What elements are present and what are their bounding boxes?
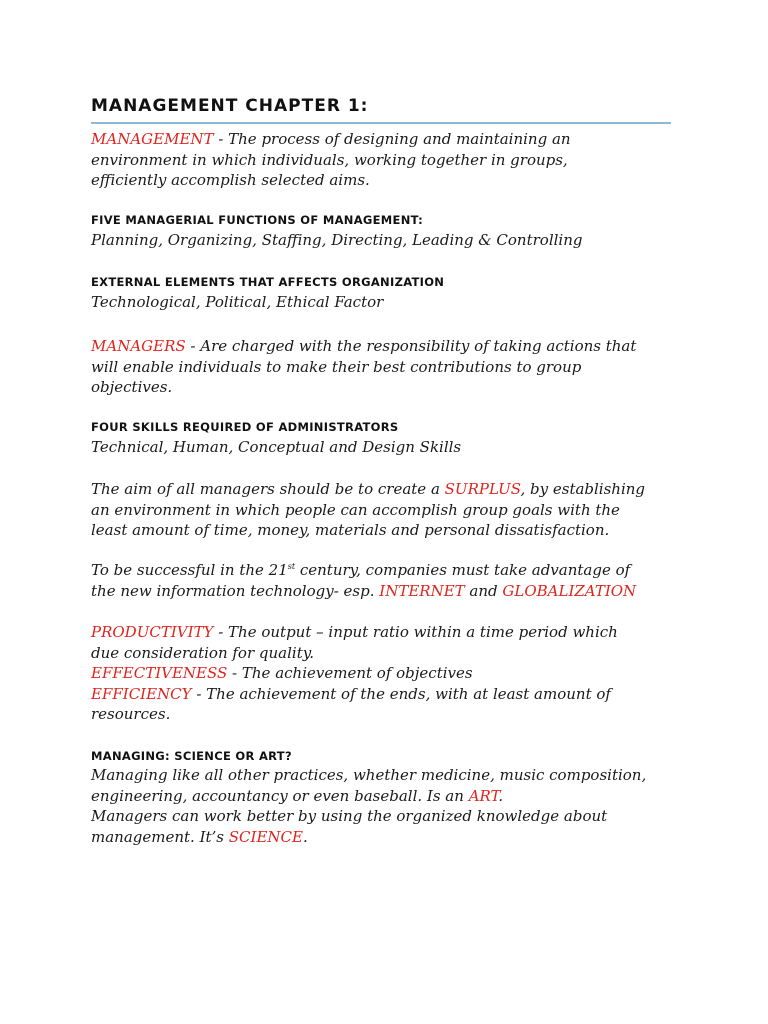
section-heading-science-art: MANAGING: SCIENCE OR ART?: [91, 749, 292, 763]
paragraph-text: .: [302, 827, 308, 846]
term-surplus: SURPLUS: [444, 480, 521, 498]
definition-text: efficiently accomplish selected aims.: [91, 171, 370, 189]
definition-text: - The achievement of the ends, with at least amount of: [191, 684, 611, 703]
definition-text: - Are charged with the responsibility of taking actions that: [185, 337, 637, 355]
term-globalization: GLOBALIZATION: [502, 581, 637, 600]
definition-text: objectives.: [91, 378, 173, 396]
page-title: MANAGEMENT CHAPTER 1:: [91, 96, 369, 116]
definition-text: - The achievement of objectives: [227, 664, 473, 682]
term-management: MANAGEMENT: [91, 130, 214, 148]
paragraph-text: To be successful in the 21: [91, 561, 288, 579]
paragraph-text: management. It’s: [91, 827, 229, 846]
definition-text: resources.: [91, 705, 171, 723]
title-underline: [91, 122, 671, 124]
functions-text: Planning, Organizing, Staffing, Directing, Leading & Controlling: [91, 231, 583, 249]
paragraph-text: .: [498, 786, 504, 805]
functions-list: [91, 230, 691, 251]
ordinal-suffix: st: [287, 562, 296, 571]
surplus-paragraph: [91, 479, 691, 541]
definitions-group: [91, 622, 691, 725]
century-paragraph: [91, 560, 691, 601]
management-definition: [91, 129, 691, 191]
term-managers: MANAGERS: [91, 337, 186, 355]
managers-definition: [91, 336, 691, 398]
paragraph-text: least amount of time, money, materials and personal dissatisfaction.: [91, 521, 610, 539]
section-heading-functions: FIVE MANAGERIAL FUNCTIONS OF MANAGEMENT:: [91, 213, 424, 227]
term-art: ART: [468, 786, 499, 805]
term-internet: INTERNET: [379, 581, 465, 600]
paragraph-text: engineering, accountancy or even baseball. Is an: [91, 786, 469, 805]
definition-text: - The output – input ratio within a time period which: [213, 623, 618, 641]
section-heading-external: EXTERNAL ELEMENTS THAT AFFECTS ORGANIZATION: [91, 275, 445, 289]
paragraph-text: , by establishing: [520, 480, 646, 498]
external-text: Technological, Political, Ethical Factor: [91, 293, 384, 311]
science-art-paragraph: [91, 765, 691, 847]
paragraph-text: The aim of all managers should be to create a: [91, 480, 445, 498]
term-effectiveness: EFFECTIVENESS: [91, 664, 228, 682]
paragraph-text: Managing like all other practices, whether medicine, music composition,: [91, 766, 647, 784]
skills-text: Technical, Human, Conceptual and Design Skills: [91, 438, 462, 456]
skills-list: [91, 437, 691, 458]
term-science: SCIENCE: [228, 827, 303, 846]
paragraph-text: the new information technology- esp.: [91, 581, 380, 600]
definition-text: due consideration for quality.: [91, 643, 314, 662]
paragraph-text: and: [464, 581, 503, 600]
definition-text: environment in which individuals, working together in groups,: [91, 150, 568, 169]
paragraph-text: an environment in which people can accomplish group goals with the: [91, 500, 620, 519]
definition-text: - The process of designing and maintaining an: [213, 130, 571, 148]
term-productivity: PRODUCTIVITY: [91, 623, 214, 641]
paragraph-text: century, companies must take advantage of: [295, 561, 631, 579]
section-heading-skills: FOUR SKILLS REQUIRED OF ADMINISTRATORS: [91, 420, 399, 434]
external-list: [91, 292, 691, 313]
term-efficiency: EFFICIENCY: [91, 684, 192, 703]
paragraph-text: Managers can work better by using the organized knowledge about: [91, 807, 608, 825]
definition-text: will enable individuals to make their best contributions to group: [91, 357, 582, 376]
